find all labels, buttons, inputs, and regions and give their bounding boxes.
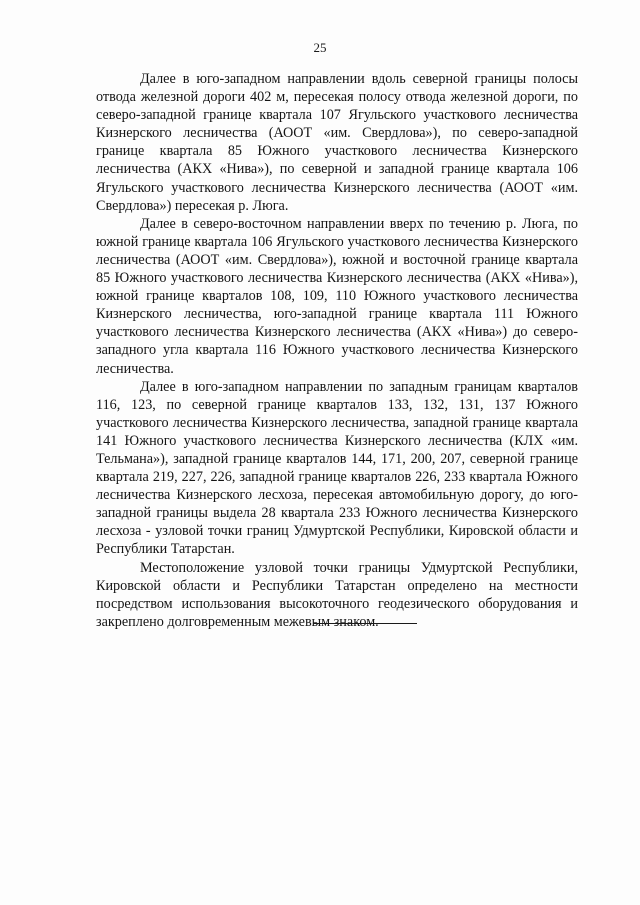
paragraph-2: Далее в северо-восточном направлении вверх по течению р. Люга, по южной границе квартала 106 Ягульского участкового лесничества Кизнерского лесничества (АООТ «им. Свердлова»), южной и восточной границе квартала 85 Южного участкового лесничества Кизнерского лесничества (АКХ «Нива»), южной границе кварталов 108, 109, 110 Южного участкового лесничества Кизнерского лесничества, юго-западной границе квартала 111 Южного участкового лесничества Кизнерского лесничества (АКХ «Нива») до северо-западного угла квартала 116 Южного участкового лесничества Кизнерского лесничества.: [96, 215, 578, 377]
end-of-text-rule: [313, 623, 417, 624]
paragraph-3: Далее в юго-западном направлении по западным границам кварталов 116, 123, по северной границе кварталов 133, 132, 131, 137 Южного участкового лесничества Кизнерского лесничества, западной границе квартала 141 Южного участкового лесничества Кизнерского лесничества (КЛХ «им. Тельмана»), западной границе кварталов 144, 171, 200, 207, северной границе квартала 219, 227, 226, западной границе кварталов 226, 233 квартала Южного лесничества Кизнерского лесхоза, пересекая автомобильную дорогу, до юго-западной границы выдела 28 квартала 233 Южного лесничества Кизнерского лесхоза - узловой точки границ Удмуртской Республики, Кировской области и Республики Татарстан.: [96, 378, 578, 558]
paragraph-1: Далее в юго-западном направлении вдоль северной границы полосы отвода железной дороги 402 м, пересекая полосу отвода железной дороги, по северо-западной границе квартала 107 Ягульского участкового лесничества Кизнерского лесничества (АООТ «им. Свердлова»), по северо-западной границе квартала 85 Южного участкового лесничества Кизнерского лесничества (АКХ «Нива»), по северной и западной границе квартала 106 Ягульского участкового лесничества Кизнерского лесничества (АООТ «им. Свердлова») пересекая р. Люга.: [96, 71, 578, 214]
paragraph-4: Местоположение узловой точки границы Удмуртской Республики, Кировской области и Республики Татарстан определено на местности посредством использования высокоточного геодезического оборудования и закреплено долговременным межевым знаком.: [96, 559, 578, 630]
document-body: [96, 70, 578, 631]
page-number: 25: [313, 40, 327, 55]
